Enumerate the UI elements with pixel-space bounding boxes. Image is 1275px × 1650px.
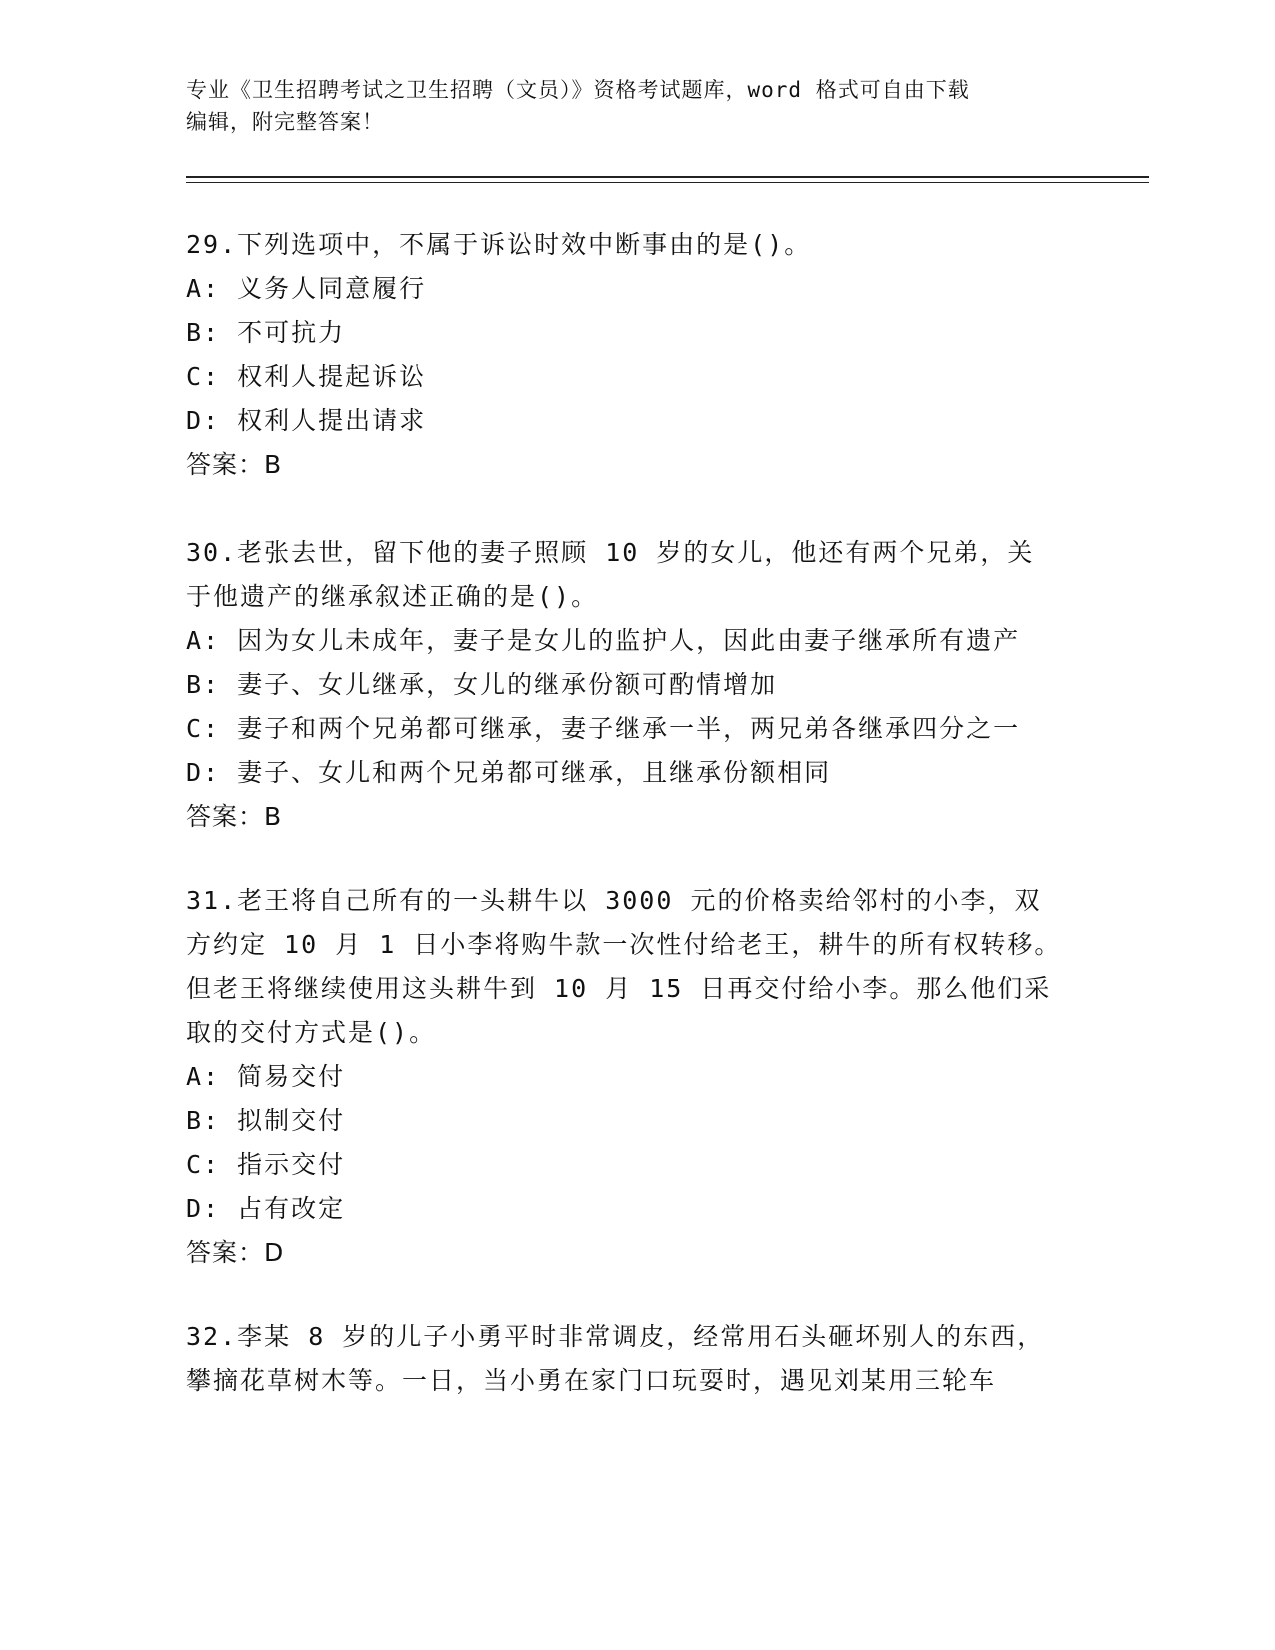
- question-32-stem-line-2: 攀摘花草树木等。一日，当小勇在家门口玩耍时，遇见刘某用三轮车: [186, 1366, 997, 1395]
- question-29-stem-line-1: 29.下列选项中，不属于诉讼时效中断事由的是()。: [186, 230, 812, 259]
- question-31-option-b: B: 拟制交付: [186, 1106, 346, 1135]
- question-29-option-a: A: 义务人同意履行: [186, 274, 427, 303]
- question-29-option-b: B: 不可抗力: [186, 318, 346, 347]
- question-31-stem-line-3: 但老王将继续使用这头耕牛到 10 月 15 日再交付给小李。那么他们采: [186, 974, 1052, 1003]
- question-29-option-c: C: 权利人提起诉讼: [186, 362, 427, 391]
- question-30-option-c: C: 妻子和两个兄弟都可继承，妻子继承一半，两兄弟各继承四分之一: [186, 714, 1021, 743]
- question-30-stem-line-2: 于他遗产的继承叙述正确的是()。: [186, 582, 599, 611]
- question-29-option-d: D: 权利人提出请求: [186, 406, 427, 435]
- question-30-option-b: B: 妻子、女儿继承，女儿的继承份额可酌情增加: [186, 670, 778, 699]
- question-30-option-a: A: 因为女儿未成年，妻子是女儿的监护人，因此由妻子继承所有遗产: [186, 626, 1021, 655]
- header-divider-thin: [186, 182, 1149, 183]
- header-line-2: 编辑，附完整答案！: [186, 110, 384, 134]
- question-30-option-d: D: 妻子、女儿和两个兄弟都可继承，且继承份额相同: [186, 758, 832, 787]
- question-31-option-c: C: 指示交付: [186, 1150, 346, 1179]
- question-31-stem-line-1: 31.老王将自己所有的一头耕牛以 3000 元的价格卖给邻村的小李，双: [186, 886, 1042, 915]
- question-31-answer: 答案：D: [186, 1238, 285, 1267]
- question-31-option-a: A: 简易交付: [186, 1062, 346, 1091]
- document-header: [186, 74, 1086, 138]
- header-divider-thick: [186, 176, 1149, 178]
- question-32-stem-line-1: 32.李某 8 岁的儿子小勇平时非常调皮，经常用石头砸坏别人的东西，: [186, 1322, 1045, 1351]
- question-31-stem-line-4: 取的交付方式是()。: [186, 1018, 437, 1047]
- question-30-stem-line-1: 30.老张去世，留下他的妻子照顾 10 岁的女儿，他还有两个兄弟，关: [186, 538, 1035, 567]
- question-30-answer: 答案：B: [186, 802, 283, 831]
- question-29-answer: 答案：B: [186, 450, 283, 479]
- question-31-stem-line-2: 方约定 10 月 1 日小李将购牛款一次性付给老王，耕牛的所有权转移。: [186, 930, 1062, 959]
- header-line-1: 专业《卫生招聘考试之卫生招聘（文员）》资格考试题库，word 格式可自由下载: [186, 78, 970, 102]
- question-31-option-d: D: 占有改定: [186, 1194, 346, 1223]
